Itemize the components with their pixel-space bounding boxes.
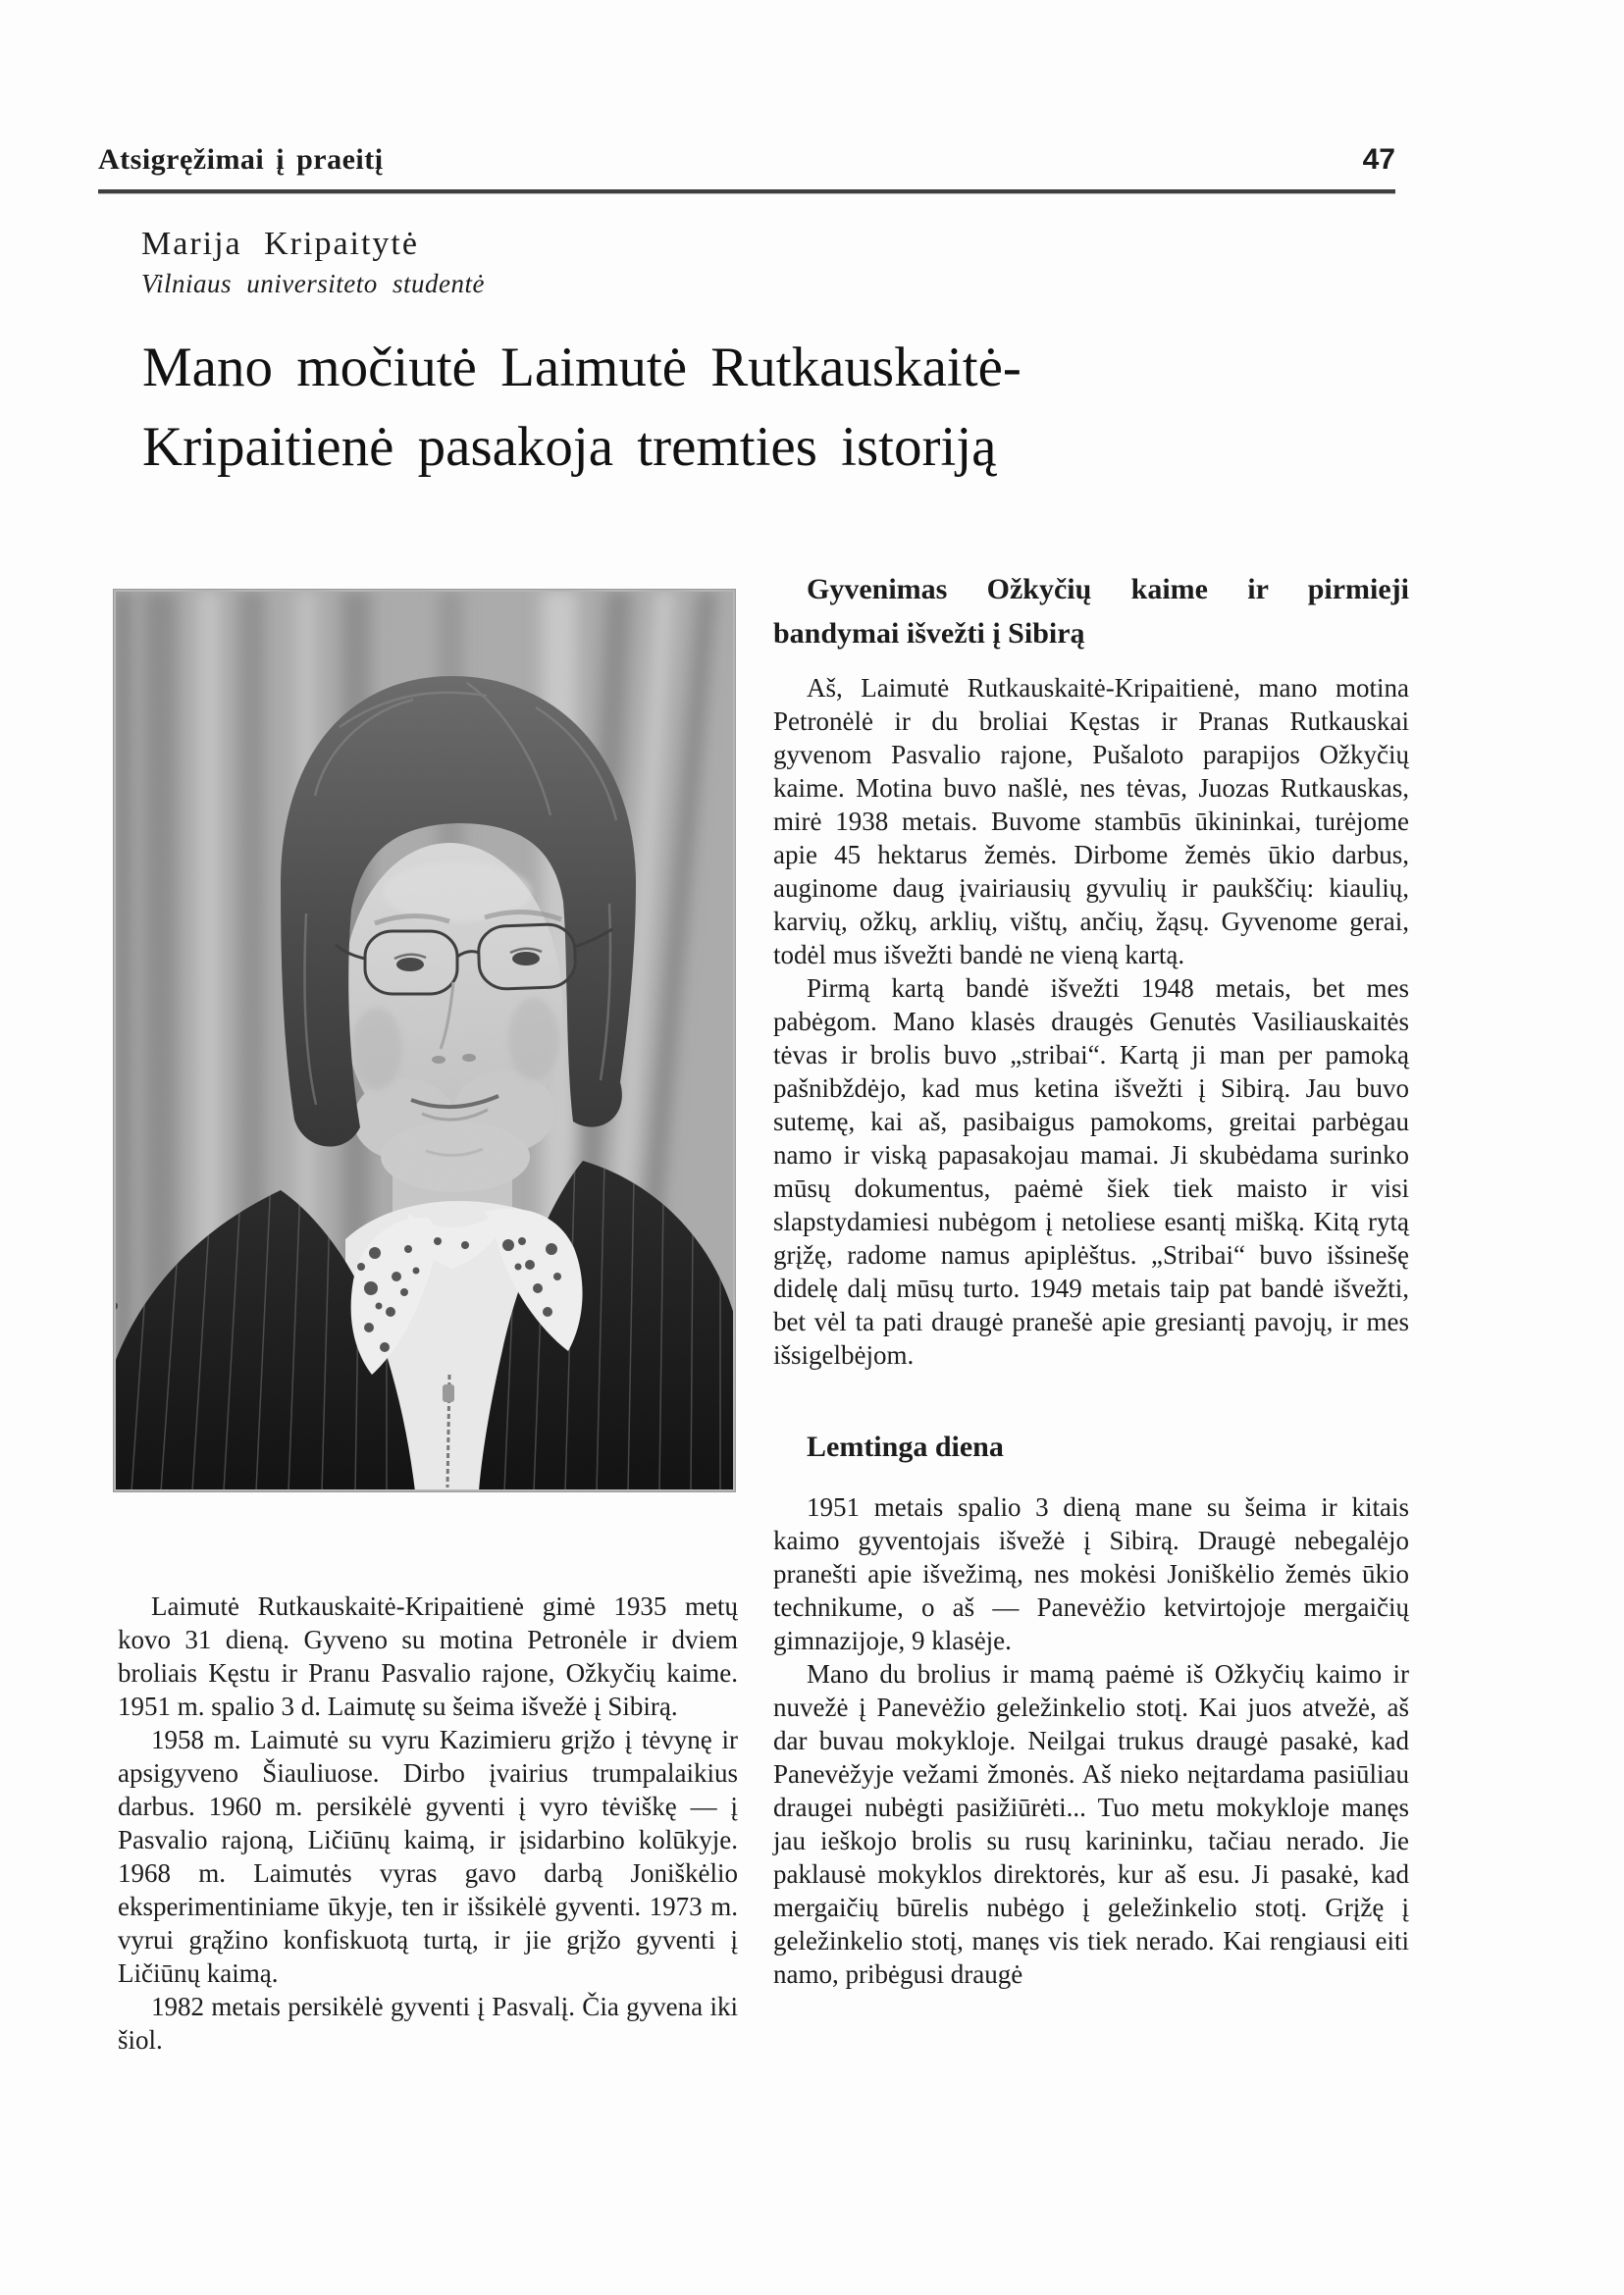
header-rule — [98, 189, 1395, 193]
bio-paragraph: Laimutė Rutkauskaitė-Kripaitienė gimė 1935 metų kovo 31 dieną. Gyveno su motina Petronėle ir dviem broliais Kęstu ir Pranu Pasvalio rajone, Ožkyčių kaime. 1951 m. spalio 3 d. Laimutę su šeima išvežė į Sibirą. — [118, 1591, 738, 1721]
portrait-photo — [114, 590, 735, 1491]
section-heading-lemtinga-diena: Lemtinga diena — [807, 1431, 1004, 1463]
story-paragraph: Pirmą kartą bandė išvežti 1948 metais, bet mes pabėgom. Mano klasės draugės Genutės Vasiliauskaitės tėvas ir brolis buvo „stribai“. Kartą ji man per pamoką pašnibždėjo, kad mus ketina išvežti į Sibirą. Jau buvo sutemę, kai aš, pasibaigus pamokoms, greitai parbėgau namo ir viską papasakojau mamai. Ji skubėdama surinko mūsų dokumentus, paėmė šiek tiek maisto ir visi slapstydamiesi nubėgom į netoliese esantį mišką. Kitą rytą grįžę, radome namus apiplėštus. „Stribai“ buvo išsinešę didelę dalį mūsų turto. 1949 metais taip pat bandė išvežti, bet vėl ta pati draugė pranešė apie gresiantį pavojų, ir mes išsigelbėjom. — [773, 973, 1409, 1370]
author-affiliation: Vilniaus universiteto studentė — [141, 269, 485, 298]
author-block — [141, 225, 485, 300]
story-paragraph: Aš, Laimutė Rutkauskaitė-Kripaitienė, mano motina Petronėlė ir du broliai Kęstas ir Pranas Rutkauskai gyvenom Pasvalio rajone, Pušaloto parapijos Ožkyčių kaime. Motina buvo našlė, nes tėvas, Juozas Rutkauskas, mirė 1938 metais. Buvome stambūs ūkininkai, turėjome apie 45 hektarus žemės. Dirbome žemės ūkio darbus, auginome daug įvairiausių gyvulių ir paukščių: kiaulių, karvių, ožkų, arklių, vištų, ančių, žąsų. Gyvenome gerai, todėl mus išvežti bandė ne vieną kartą. — [773, 673, 1409, 969]
right-column-story — [773, 567, 1409, 1991]
bio-paragraph: 1958 m. Laimutė su vyru Kazimieru grįžo į tėvynę ir apsigyveno Šiauliuose. Dirbo įvairius trumpalaikius darbus. 1960 m. persikėlė gyventi į vyro tėviškę — į Pasvalio rajoną, Ličiūnų kaimą, ir įsidarbino kolūkyje. 1968 m. Laimutės vyras gavo darbą Joniškėlio eksperimentiniame ūkyje, ten ir išsikėlė gyventi. 1973 m. vyrui grąžino konfiskuotą turtą, ir jie grįžo gyventi į Ličiūnų kaimą. — [118, 1725, 738, 1988]
author-name: Marija Kripaitytė — [141, 226, 419, 262]
left-column-biography — [118, 1590, 738, 2057]
article-title — [142, 328, 1398, 487]
section-title: Atsigręžimai į praeitį — [98, 143, 384, 176]
article-title-line1: Mano močiutė Laimutė Rutkauskaitė- — [142, 337, 1022, 398]
story-paragraph: Mano du brolius ir mamą paėmė iš Ožkyčių kaimo ir nuvežė į Panevėžio geležinkelio stotį. Kai juos atvežė, aš dar buvau mokykloje. Neilgai trukus draugė pasakė, kad Panevėžyje vežami žmonės. Aš nieko neįtardama pasiūliau draugei nubėgti pasižiūrėti... Tuo metu mokykloje manęs jau ieškojo brolis su rusų karininku, tačiau nerado. Jie paklausė mokyklos direktorės, kur aš esu. Ji pasakė, kad mergaičių būrelis nubėgo į geležinkelio stotį. Grįžę į geležinkelio stotį, manęs vis tiek nerado. Kai rengiausi eiti namo, pribėgusi draugė — [773, 1659, 1409, 1989]
running-head — [98, 143, 1395, 177]
bio-paragraph: 1982 metais persikėlė gyventi į Pasvalį. Čia gyvena iki šiol. — [118, 1992, 738, 2055]
story-paragraph: 1951 metais spalio 3 dieną mane su šeima ir kitais kaimo gyventojais išvežė į Sibirą. Draugė nebegalėjo pranešti apie išvežimą, nes mokėsi Joniškėlio žemės ūkio technikume, o aš — Panevėžio ketvirtojoje mergaičių gimnazijoje, 9 klasėje. — [773, 1492, 1409, 1655]
film-grain — [114, 590, 735, 1491]
page-number: 47 — [1362, 143, 1395, 176]
portrait-illustration — [114, 590, 735, 1491]
article-title-line2: Kripaitienė pasakoja tremties istoriją — [142, 416, 997, 478]
section-heading-gyvenimas: Gyvenimas Ožkyčių kaime ir pirmieji bandymai išvežti į Sibirą — [773, 573, 1409, 650]
